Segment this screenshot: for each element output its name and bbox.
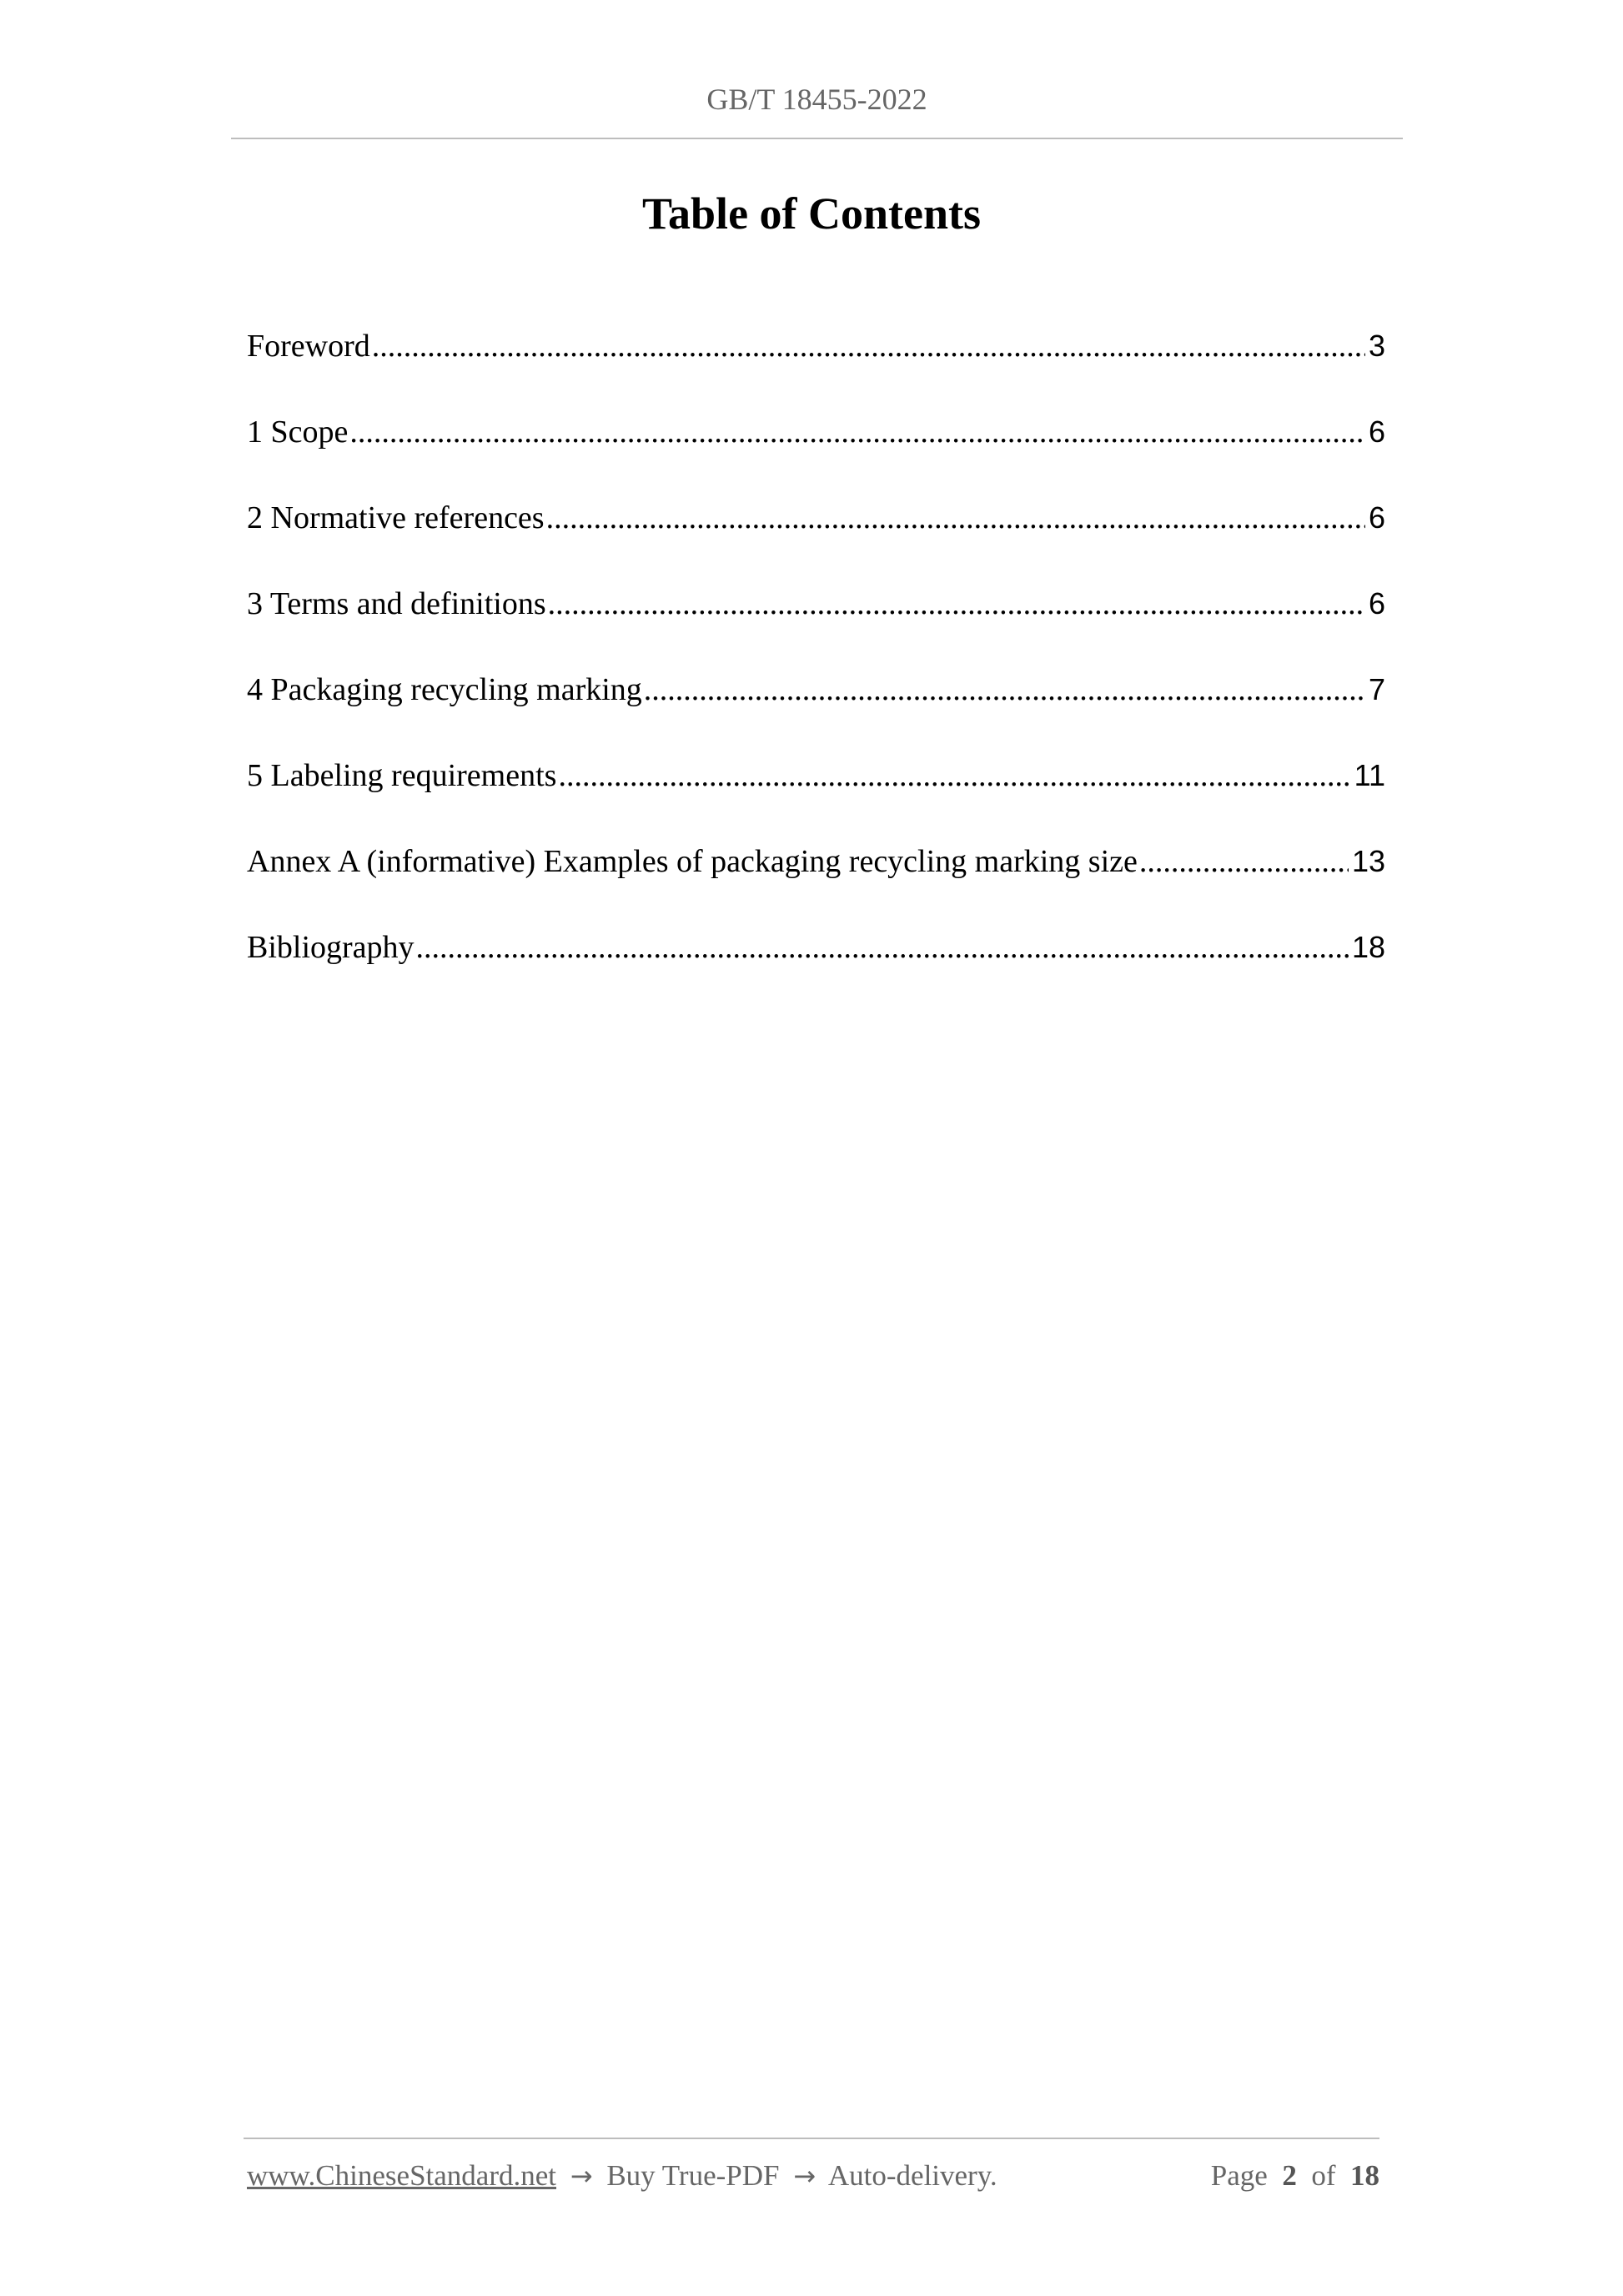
toc-leader-dots xyxy=(1138,837,1349,887)
toc-title: Table of Contents xyxy=(641,188,982,239)
toc-entry-annex-a[interactable] xyxy=(247,837,1385,922)
toc-entry-label: 2 Normative references xyxy=(247,500,545,535)
toc-entry-page: 11 xyxy=(1354,758,1385,792)
toc-entry-label: 3 Terms and definitions xyxy=(247,586,546,621)
toc-entry-label: 4 Packaging recycling marking xyxy=(247,672,642,707)
toc-leader-dots xyxy=(556,751,1350,801)
toc-entry-page: 6 xyxy=(1368,586,1385,620)
buy-text: Buy True-PDF xyxy=(606,2159,780,2192)
toc-entry-page: 6 xyxy=(1368,414,1385,449)
toc-leader-dots xyxy=(370,321,1365,371)
page-current: 2 xyxy=(1282,2159,1297,2192)
delivery-text: Auto-delivery. xyxy=(827,2159,997,2192)
toc-entry-label: 1 Scope xyxy=(247,414,349,450)
toc-entry-page: 6 xyxy=(1368,500,1385,535)
page-header xyxy=(231,75,1403,139)
site-link[interactable]: www.ChineseStandard.net xyxy=(247,2159,556,2192)
toc-list xyxy=(247,321,1385,1008)
toc-leader-dots xyxy=(415,922,1349,972)
toc-entry-normative-references[interactable] xyxy=(247,493,1385,579)
toc-leader-dots xyxy=(546,579,1365,629)
toc-entry-page: 13 xyxy=(1351,844,1385,878)
footer-promo xyxy=(247,2159,997,2193)
arrow-right-icon: → xyxy=(793,2160,817,2192)
toc-leader-dots xyxy=(642,665,1365,715)
arrow-right-icon: → xyxy=(570,2160,593,2192)
toc-entry-foreword[interactable] xyxy=(247,321,1385,407)
toc-entry-label: Bibliography xyxy=(247,930,415,965)
toc-entry-scope[interactable] xyxy=(247,407,1385,493)
document-code: GB/T 18455-2022 xyxy=(706,83,927,116)
toc-leader-dots xyxy=(545,493,1365,543)
toc-entry-packaging-recycling-marking[interactable] xyxy=(247,665,1385,751)
toc-leader-dots xyxy=(348,407,1365,457)
toc-entry-label: Annex A (informative) Examples of packaging recycling marking size xyxy=(247,844,1138,879)
of-word: of xyxy=(1311,2159,1336,2192)
page-indicator xyxy=(1211,2159,1379,2193)
toc-entry-page: 18 xyxy=(1351,930,1385,964)
toc-entry-labeling-requirements[interactable] xyxy=(247,751,1385,837)
toc-entry-page: 3 xyxy=(1368,329,1385,363)
toc-entry-terms-and-definitions[interactable] xyxy=(247,579,1385,665)
page-word: Page xyxy=(1210,2159,1268,2192)
toc-entry-page: 7 xyxy=(1368,672,1385,706)
page-footer xyxy=(244,2138,1379,2206)
toc-entry-bibliography[interactable] xyxy=(247,922,1385,1008)
toc-entry-label: Foreword xyxy=(247,329,370,364)
toc-entry-label: 5 Labeling requirements xyxy=(247,758,557,793)
page-total: 18 xyxy=(1350,2159,1379,2192)
